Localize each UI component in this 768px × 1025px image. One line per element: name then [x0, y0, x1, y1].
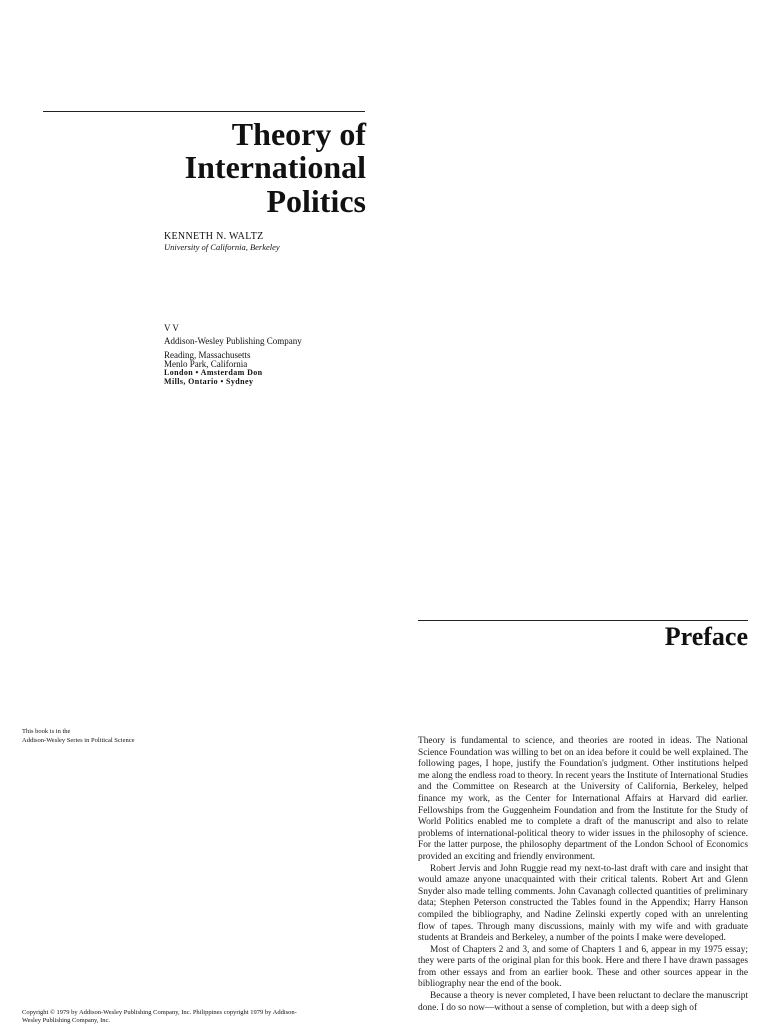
- preface-paragraph: Most of Chapters 2 and 3, and some of Chapters 1 and 6, appear in my 1975 essay; they were parts of the original plan for this book. Here and there I have drawn passages from other essays and from an earlier book. These and other sources appear in the bibliography near the end of the book.: [418, 944, 748, 990]
- publisher-location-bold: Mills, Ontario • Sydney: [164, 377, 254, 386]
- publisher-location-bold: London • Amsterdam Don: [164, 368, 263, 377]
- publisher-location: Menlo Park, California: [164, 359, 248, 369]
- preface-paragraph: Theory is fundamental to science, and theories are rooted in ideas. The National Science Foundation was willing to bet on an idea before it could be well explained. The following pages, I hope, justify the Foundation's judgment. Other institutions helped me along the endless road to theory. In recent years the Institute of International Studies and the Committee on Research at the University of California, Berkeley, helped finance my work, as the Center for International Affairs at Harvard did earlier. Fellowships from the Guggenheim Foundation and from the Institute for the Study of World Politics enabled me to complete a draft of the manuscript and also to relate problems of international-political theory to wider issues in the philosophy of science. For the latter purpose, the philosophy department of the London School of Economics provided an exciting and friendly environment.: [418, 736, 748, 862]
- copyright-line: Copyright © 1979 by Addison-Wesley Publishing Company, Inc. Philippines copyright 1979 by Addison-: [22, 1009, 297, 1016]
- book-title-line-1: Theory of: [231, 116, 366, 152]
- book-title-line-3: Politics: [266, 183, 366, 219]
- author-affiliation: University of California, Berkeley: [164, 242, 280, 252]
- series-note-line: Addison-Wesley Series in Political Science: [22, 737, 135, 744]
- book-title-line-2: International: [184, 149, 366, 185]
- title-top-rule: [43, 111, 365, 112]
- publisher-logo-mark: V V: [164, 323, 179, 333]
- preface-body: [418, 736, 748, 1014]
- series-note-line: This book is in the: [22, 728, 71, 735]
- publisher-name: Addison-Wesley Publishing Company: [164, 336, 302, 346]
- publisher-location: Reading, Massachusetts: [164, 350, 251, 360]
- copyright-line: Wesley Publishing Company, Inc.: [22, 1017, 111, 1024]
- preface-paragraph: Robert Jervis and John Ruggie read my next-to-last draft with care and insight that would amaze anyone unacquainted with their critical talents. Robert Art and Glenn Snyder also made telling comments. John Cavanagh collected quantities of preliminary data; Stephen Peterson constructed the Tables found in the Appendix; Harry Hanson compiled the bibliography, and Nadine Zelinski expertly coped with an unrelenting flow of tapes. Through many discussions, mainly with my wife and with graduate students at Brandeis and Berkeley, a number of the points I make were developed.: [418, 863, 748, 944]
- preface-heading: Preface: [664, 622, 748, 651]
- preface-paragraph: Because a theory is never completed, I have been reluctant to declare the manuscript done. I do so now—without a sense of completion, but with a deep sigh of: [418, 991, 748, 1013]
- author-name: KENNETH N. WALTZ: [164, 231, 264, 242]
